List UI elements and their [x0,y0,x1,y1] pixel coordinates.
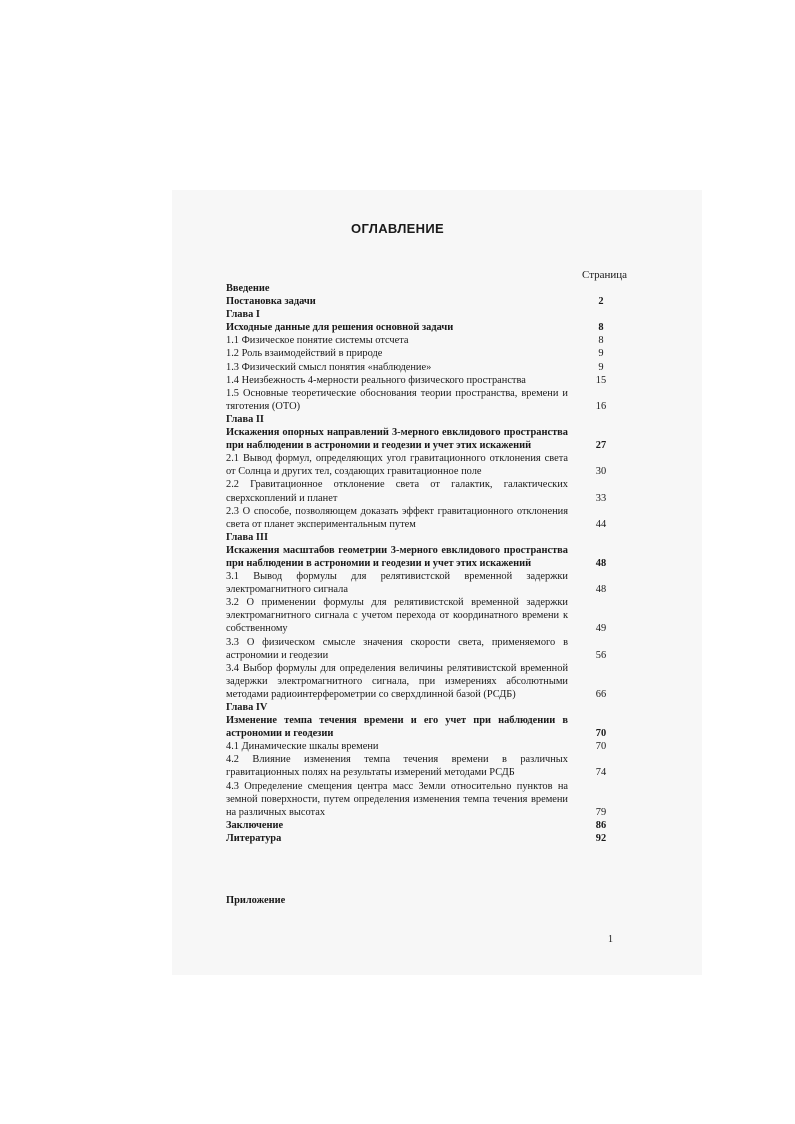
toc-entry-page: 8 [598,322,604,334]
toc-entry-title: Глава I [226,309,260,321]
document-title: ОГЛАВЛЕНИЕ [351,221,444,236]
toc-entry [226,334,626,347]
table-of-contents [226,282,626,845]
toc-entry [226,505,626,531]
toc-entry-title: 1.2 Роль взаимодействий в природе [226,348,383,360]
toc-entry [226,570,626,596]
toc-entry-page: 48 [595,584,607,596]
toc-entry-title: 2.1 Вывод формул, определяющих угол гравитационного отклонения света от Солнца и других тел, создающих гравитационное поле [226,453,568,478]
toc-entry [226,295,626,308]
toc-entry-title: 1.3 Физический смысл понятия «наблюдение» [226,361,432,373]
toc-entry [226,374,626,387]
toc-entry-page: 44 [595,518,607,530]
toc-entry [226,531,626,544]
toc-entry [226,819,626,832]
toc-entry-title: Искажения масштабов геометрии 3-мерного евклидового пространства при наблюдении в астрономии и геодезии и учет этих искажений [226,544,568,569]
toc-entry-page: 30 [595,466,607,478]
toc-entry [226,636,626,662]
toc-entry [226,282,626,295]
toc-entry-title: 2.2 Гравитационное отклонение света от галактик, галактических сверхскоплений и планет [226,479,568,504]
toc-entry-page: 56 [595,649,607,661]
toc-entry-title: Глава II [226,413,264,425]
toc-entry [226,426,626,452]
toc-entry-page: 86 [595,819,607,831]
toc-entry-page: 27 [595,440,607,452]
toc-entry-page: 16 [595,400,607,412]
toc-entry-title: 1.5 Основные теоретические обоснования теории пространства, времени и тяготения (ОТО) [226,387,568,412]
toc-entry [226,387,626,413]
toc-entry-title: 3.3 О физическом смысле значения скорости света, применяемого в астрономии и геодезии [226,636,568,661]
toc-entry-title: Глава IV [226,702,268,713]
toc-entry-title: Постановка задачи [226,296,316,308]
toc-entry-title: 4.1 Динамические шкалы времени [226,741,379,753]
toc-entry [226,347,626,360]
toc-entry [226,452,626,478]
toc-entry-page: 15 [595,374,607,386]
toc-entry [226,740,626,753]
toc-entry-title: 1.4 Неизбежность 4-мерности реального физического пространства [226,374,526,386]
toc-entry-page: 2 [598,296,604,308]
toc-entry [226,544,626,570]
toc-entry-title: 3.4 Выбор формулы для определения величины релятивистской временной задержки электромагнитного сигнала, при измерениях абсолютными методами радиоинтерферометрии со сверхдлинной базой (РСДБ) [226,662,568,700]
toc-entry-page: 70 [595,728,607,740]
toc-entry-title: Искажения опорных направлений 3-мерного евклидового пространства при наблюдении в астрономии и геодезии и учет этих искажений [226,427,568,452]
toc-entry-title: Литература [226,832,282,844]
toc-entry-title: Исходные данные для решения основной задачи [226,322,454,334]
toc-entry-title: 4.3 Определение смещения центра масс Земли относительно пунктов на земной поверхности, путем определения изменения темпа течения времени на различных высотах [226,780,568,818]
toc-entry [226,413,626,426]
toc-entry-title: Изменение темпа течения времени и его учет при наблюдении в астрономии и геодезии [226,715,568,740]
toc-entry-page: 48 [595,557,607,569]
page-column-header: Страница [582,269,628,281]
toc-entry-title: Введение [226,283,270,294]
toc-entry [226,662,626,701]
toc-entry-title: 1.1 Физическое понятие системы отсчета [226,335,409,347]
toc-entry-page: 8 [598,335,604,347]
toc-entry-page: 74 [595,767,607,779]
toc-entry-page: 9 [598,361,604,373]
toc-entry-page: 49 [595,623,607,635]
toc-entry [226,701,626,714]
toc-entry [226,714,626,740]
toc-entry-page: 66 [595,688,607,700]
toc-entry [226,308,626,321]
toc-entry-title: Глава III [226,531,268,543]
toc-entry-title: 3.2 О применении формулы для релятивистской временной задержки электромагнитного сигнала с учетом перехода от координатного времени к собственному [226,597,568,635]
toc-entry-title: 3.1 Вывод формулы для релятивистской временной задержки электромагнитного сигнала [226,571,568,596]
toc-entry-title: 4.2 Влияние изменения темпа течения времени в различных гравитационных полях на результаты измерений методами РСДБ [226,754,568,779]
toc-entry [226,753,626,779]
appendix-heading: Приложение [226,895,286,906]
toc-entry [226,321,626,334]
page-number: 1 [608,934,613,945]
toc-entry-page: 9 [598,348,604,360]
toc-entry-title: Заключение [226,819,284,831]
toc-entry [226,780,626,819]
toc-entry [226,596,626,635]
toc-entry-page: 79 [595,806,607,818]
toc-entry-page: 33 [595,492,607,504]
toc-entry-title: 2.3 О способе, позволяющем доказать эффект гравитационного отклонения света от планет экспериментальным путем [226,505,568,530]
toc-entry [226,361,626,374]
toc-entry [226,832,626,845]
toc-entry [226,478,626,504]
toc-entry-page: 92 [595,832,607,844]
toc-entry-page: 70 [595,741,607,753]
